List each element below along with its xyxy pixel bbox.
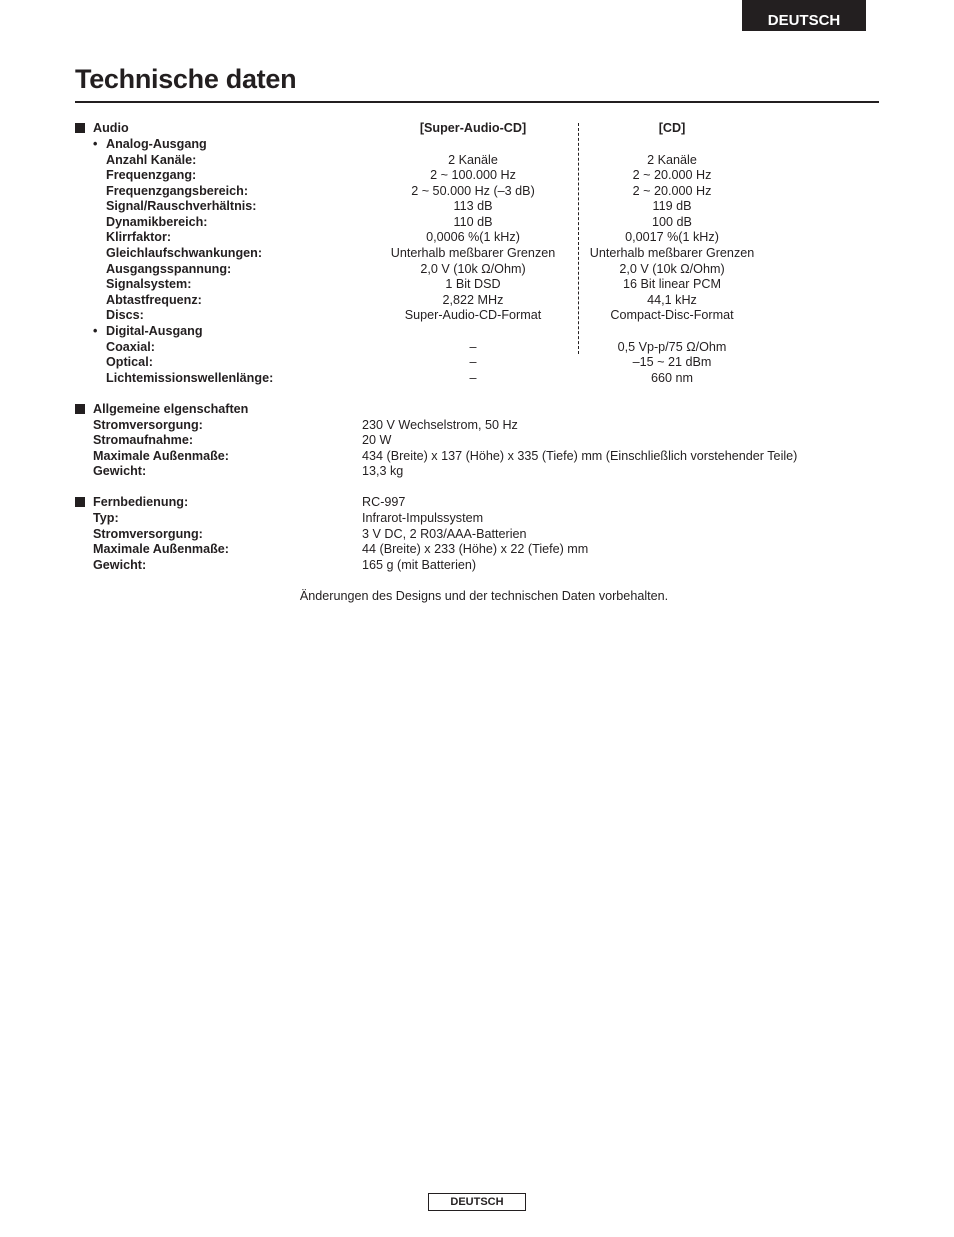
- spec-value: 434 (Breite) x 137 (Höhe) x 335 (Tiefe) mm (Einschließlich vorstehender Teile): [362, 449, 798, 463]
- spec-label: Maximale Außenmaße:: [93, 542, 230, 556]
- square-bullet-icon: [75, 404, 85, 414]
- spec-value-cd: 100 dB: [652, 215, 692, 229]
- spec-label: Optical:: [106, 355, 153, 369]
- spec-label: Signalsystem:: [106, 277, 192, 291]
- spec-row: [0, 152, 954, 168]
- section-label: Audio: [93, 121, 129, 135]
- spec-label: Anzahl Kanäle:: [106, 153, 197, 167]
- spec-label: Gleichlaufschwankungen:: [106, 246, 263, 260]
- spec-value: 20 W: [362, 433, 392, 447]
- spec-value: 230 V Wechselstrom, 50 Hz: [362, 418, 518, 432]
- spec-label: Signal/Rauschverhältnis:: [106, 199, 257, 213]
- spec-row: [0, 229, 954, 245]
- spec-value-cd: Unterhalb meßbarer Grenzen: [589, 246, 755, 260]
- spec-row: [0, 307, 954, 323]
- spec-value-sacd: 2 ~ 50.000 Hz (–3 dB): [411, 184, 535, 198]
- spec-value: RC-997: [362, 495, 406, 509]
- spec-row: [0, 370, 954, 386]
- spec-label: Maximale Außenmaße:: [93, 449, 230, 463]
- spec-row: [0, 198, 954, 214]
- spec-value: 3 V DC, 2 R03/AAA-Batterien: [362, 527, 527, 541]
- spec-value: 44 (Breite) x 233 (Höhe) x 22 (Tiefe) mm: [362, 542, 589, 556]
- spec-row: [0, 448, 954, 464]
- spec-value-cd: 2 Kanäle: [647, 153, 697, 167]
- spec-value-sacd: 2 ~ 100.000 Hz: [430, 168, 516, 182]
- subsection-label: Analog-Ausgang: [106, 137, 207, 151]
- spec-label: Typ:: [93, 511, 119, 525]
- spec-value-cd: 2 ~ 20.000 Hz: [632, 168, 712, 182]
- spec-label: Gewicht:: [93, 558, 147, 572]
- language-tab: DEUTSCH: [742, 0, 866, 31]
- spec-value-cd: 16 Bit linear PCM: [623, 277, 721, 291]
- analog-subsection: [0, 136, 954, 152]
- spec-value: 165 g (mit Batterien): [362, 558, 477, 572]
- square-bullet-icon: [75, 497, 85, 507]
- page-title: Technische daten: [75, 64, 297, 94]
- spec-value-sacd: 2 Kanäle: [448, 153, 498, 167]
- spec-row: [0, 276, 954, 292]
- spec-value-sacd: 110 dB: [453, 215, 493, 229]
- remote-section-header: [0, 494, 954, 510]
- spec-value-sacd: Unterhalb meßbarer Grenzen: [390, 246, 556, 260]
- spec-value-sacd: 113 dB: [453, 199, 493, 213]
- spec-row: [0, 417, 954, 433]
- spec-label: Dynamikbereich:: [106, 215, 208, 229]
- spec-label: Coaxial:: [106, 340, 155, 354]
- spec-value-sacd: 2,0 V (10k Ω/Ohm): [420, 262, 526, 276]
- digital-subsection: [0, 323, 954, 339]
- spec-value-cd: –15 ~ 21 dBm: [632, 355, 712, 369]
- spec-label: Gewicht:: [93, 464, 147, 478]
- col-header-cd: [CD]: [658, 121, 686, 135]
- subsection-label: Digital-Ausgang: [106, 324, 203, 338]
- spec-label: Stromversorgung:: [93, 527, 203, 541]
- spec-value-cd: 2,0 V (10k Ω/Ohm): [619, 262, 725, 276]
- bullet-icon: •: [93, 324, 98, 338]
- spec-label: Stromversorgung:: [93, 418, 203, 432]
- spec-label: Klirrfaktor:: [106, 230, 172, 244]
- spec-row: [0, 510, 954, 526]
- audio-section-header: [0, 120, 954, 136]
- bullet-icon: •: [93, 137, 98, 151]
- spec-value-cd: 119 dB: [652, 199, 692, 213]
- footnote: Änderungen des Designs und der technischen Daten vorbehalten.: [299, 589, 669, 603]
- spec-value-cd: 2 ~ 20.000 Hz: [632, 184, 712, 198]
- general-section-header: [0, 401, 954, 417]
- spec-row: [0, 432, 954, 448]
- section-label: Allgemeine elgenschaften: [93, 402, 249, 416]
- col-header-sacd: [Super-Audio-CD]: [419, 121, 527, 135]
- spec-row: [0, 463, 954, 479]
- spec-value-sacd: 1 Bit DSD: [445, 277, 501, 291]
- spec-value-cd: 0,5 Vp-p/75 Ω/Ohm: [617, 340, 727, 354]
- spec-row: [0, 261, 954, 277]
- spec-label: Stromaufnahme:: [93, 433, 194, 447]
- spec-label: Frequenzgang:: [106, 168, 197, 182]
- spec-value-cd: 660 nm: [650, 371, 693, 385]
- spec-row: [0, 167, 954, 183]
- spec-value-sacd: 0,0006 %(1 kHz): [426, 230, 520, 244]
- spec-row: [0, 183, 954, 199]
- spec-label: Discs:: [106, 308, 144, 322]
- spec-row: [0, 354, 954, 370]
- spec-row: [0, 245, 954, 261]
- spec-row: [0, 339, 954, 355]
- spec-value-sacd: Super-Audio-CD-Format: [404, 308, 542, 322]
- spec-label: Abtastfrequenz:: [106, 293, 202, 307]
- spec-row: [0, 526, 954, 542]
- spec-row: [0, 214, 954, 230]
- spec-value-cd: Compact-Disc-Format: [610, 308, 734, 322]
- spec-value-sacd: –: [469, 355, 477, 369]
- spec-value-sacd: 2,822 MHz: [442, 293, 504, 307]
- spec-row: [0, 541, 954, 557]
- spec-label: Ausgangsspannung:: [106, 262, 232, 276]
- spec-value-cd: 44,1 kHz: [647, 293, 697, 307]
- section-label: Fernbedienung:: [93, 495, 189, 509]
- title-rule: [75, 101, 879, 103]
- spec-label: Frequenzgangsbereich:: [106, 184, 249, 198]
- spec-value-cd: 0,0017 %(1 kHz): [625, 230, 719, 244]
- spec-value-sacd: –: [469, 371, 477, 385]
- spec-row: [0, 292, 954, 308]
- footer-language-box: DEUTSCH: [428, 1193, 526, 1211]
- spec-value: Infrarot-Impulssystem: [362, 511, 484, 525]
- square-bullet-icon: [75, 123, 85, 133]
- spec-row: [0, 557, 954, 573]
- spec-value-sacd: –: [469, 340, 477, 354]
- spec-value: 13,3 kg: [362, 464, 404, 478]
- spec-label: Lichtemissionswellenlänge:: [106, 371, 274, 385]
